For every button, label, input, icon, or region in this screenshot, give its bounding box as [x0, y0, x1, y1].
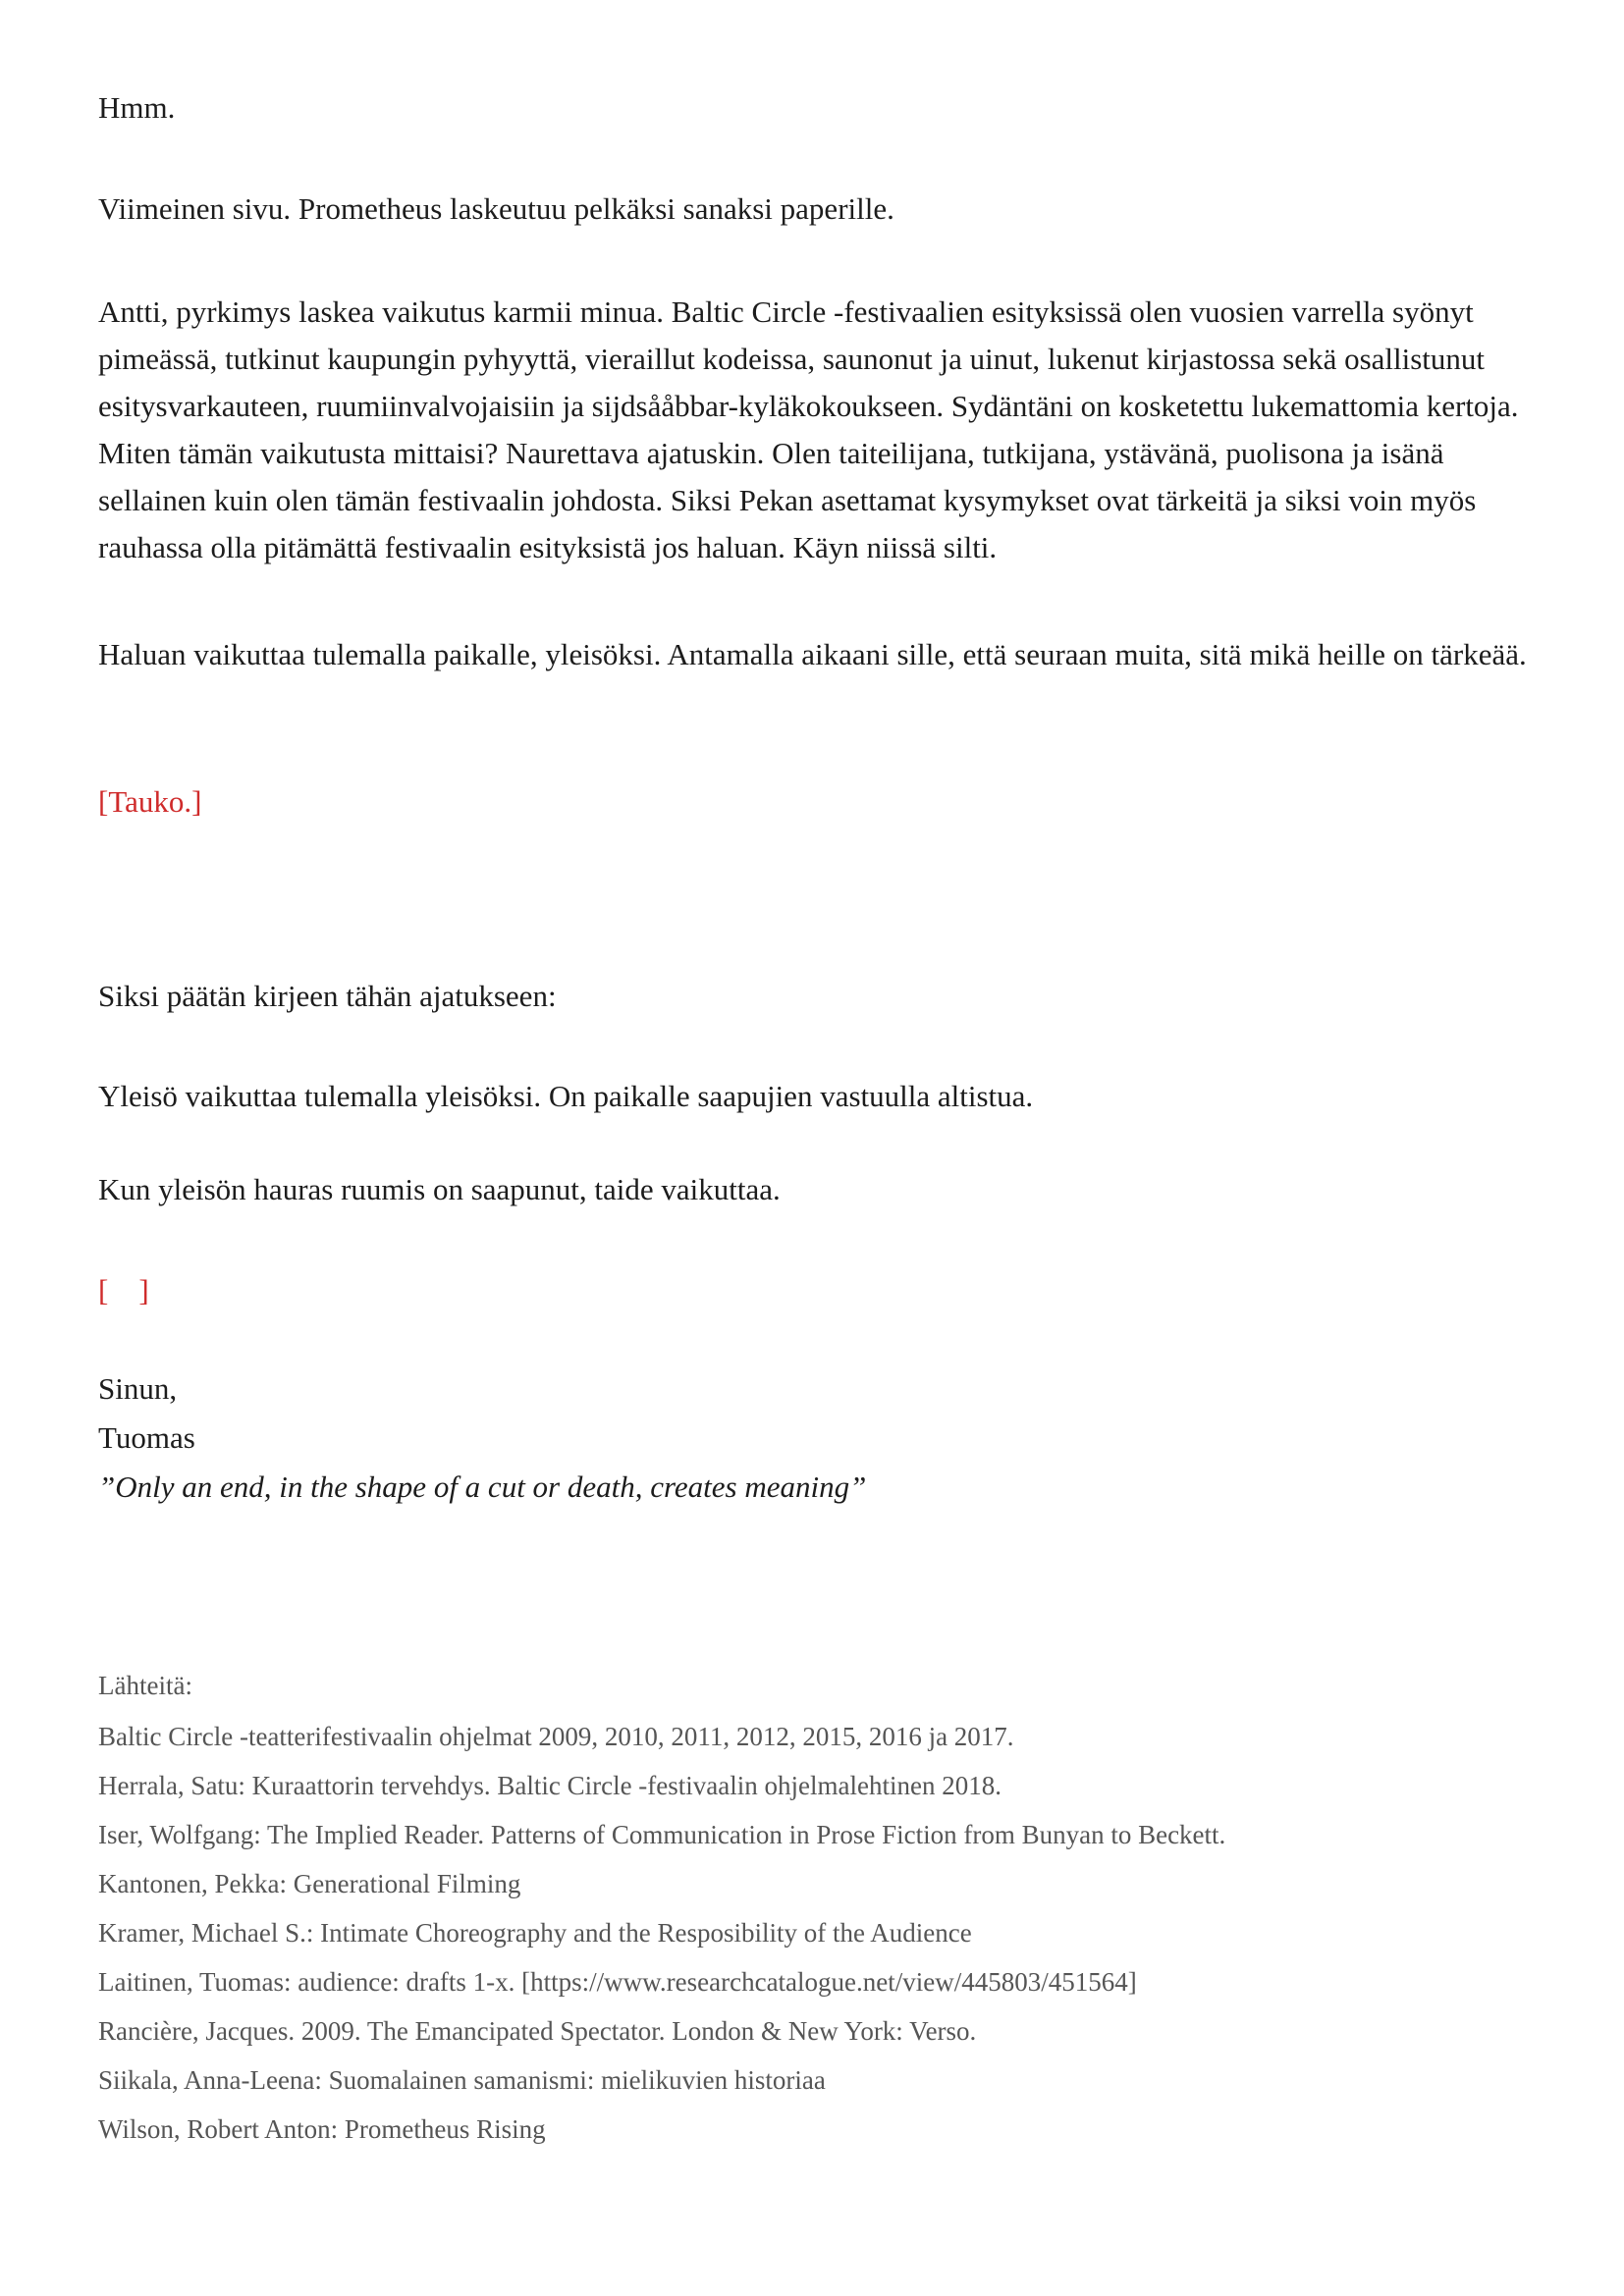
source-item: Siikala, Anna-Leena: Suomalainen samanismi: mielikuvien historiaa — [98, 2065, 826, 2095]
closing-intro-line: Siksi päätän kirjeen tähän ajatukseen: — [98, 979, 557, 1013]
letter-influence-paragraph: Haluan vaikuttaa tulemalla paikalle, yleisöksi. Antamalla aikaani sille, että seuraan muita, sitä mikä heille on tärkeää. — [98, 637, 1527, 671]
sources-heading: Lähteitä: — [98, 1671, 192, 1700]
source-item: Kramer, Michael S.: Intimate Choreography and the Resposibility of the Audience — [98, 1918, 972, 1948]
source-item: Herrala, Satu: Kuraattorin tervehdys. Baltic Circle -festivaalin ohjelmalehtinen 2018. — [98, 1771, 1001, 1800]
stage-direction-empty-brackets: [ ] — [98, 1273, 149, 1308]
thought-line-body: Kun yleisön hauras ruumis on saapunut, taide vaikuttaa. — [98, 1172, 781, 1206]
source-item: Rancière, Jacques. 2009. The Emancipated Spectator. London & New York: Verso. — [98, 2016, 977, 2046]
stage-direction-pause: [Tauko.] — [98, 784, 202, 819]
letter-opening: Hmm. — [98, 90, 176, 125]
source-item: Baltic Circle -teatterifestivaalin ohjelmat 2009, 2010, 2011, 2012, 2015, 2016 ja 2017. — [98, 1722, 1014, 1751]
signature-block — [98, 1364, 1534, 1512]
source-item: Kantonen, Pekka: Generational Filming — [98, 1869, 521, 1898]
letter-lastpage-line: Viimeinen sivu. Prometheus laskeutuu pelkäksi sanaksi paperille. — [98, 191, 894, 226]
thought-line-audience: Yleisö vaikuttaa tulemalla yleisöksi. On paikalle saapujien vastuulla altistua. — [98, 1079, 1034, 1113]
source-item: Laitinen, Tuomas: audience: drafts 1-x. [https://www.researchcatalogue.net/view/445803/451564] — [98, 1967, 1137, 1997]
letter-main-paragraph: Antti, pyrkimys laskea vaikutus karmii minua. Baltic Circle -festivaalien esityksissä olen vuosien varrella syönyt pimeässä, tutkinut kaupungin pyhyyttä, vieraillut kodeissa, saunonut ja uinut, lukenut kirjastossa sekä osallistunut esitysvarkauteen, ruumiinvalvojaisiin ja sijdsååbbar-kyläkokoukseen. Sydäntäni on kosketettu lukemattomia kertoja. Miten tämän vaikutusta mittaisi? Naurettava ajatuskin. Olen taiteilijana, tutkijana, ystävänä, puolisona ja isänä sellainen kuin olen tämän festivaalin johdosta. Siksi Pekan asettamat kysymykset ovat tärkeitä ja siksi voin myös rauhassa olla pitämättä festivaalin esityksistä jos haluan. Käyn niissä silti. — [98, 294, 1519, 564]
sources-list — [98, 1712, 1534, 2154]
source-item: Iser, Wolfgang: The Implied Reader. Patterns of Communication in Prose Fiction from Bunyan to Beckett. — [98, 1820, 1226, 1849]
signature-name: Tuomas — [98, 1420, 195, 1455]
signoff: Sinun, — [98, 1371, 178, 1406]
letter-text-column — [98, 0, 1534, 2154]
sources-section — [98, 1661, 1534, 2154]
signature-quote: ”Only an end, in the shape of a cut or death, creates meaning” — [98, 1469, 867, 1504]
source-item: Wilson, Robert Anton: Prometheus Rising — [98, 2114, 546, 2144]
